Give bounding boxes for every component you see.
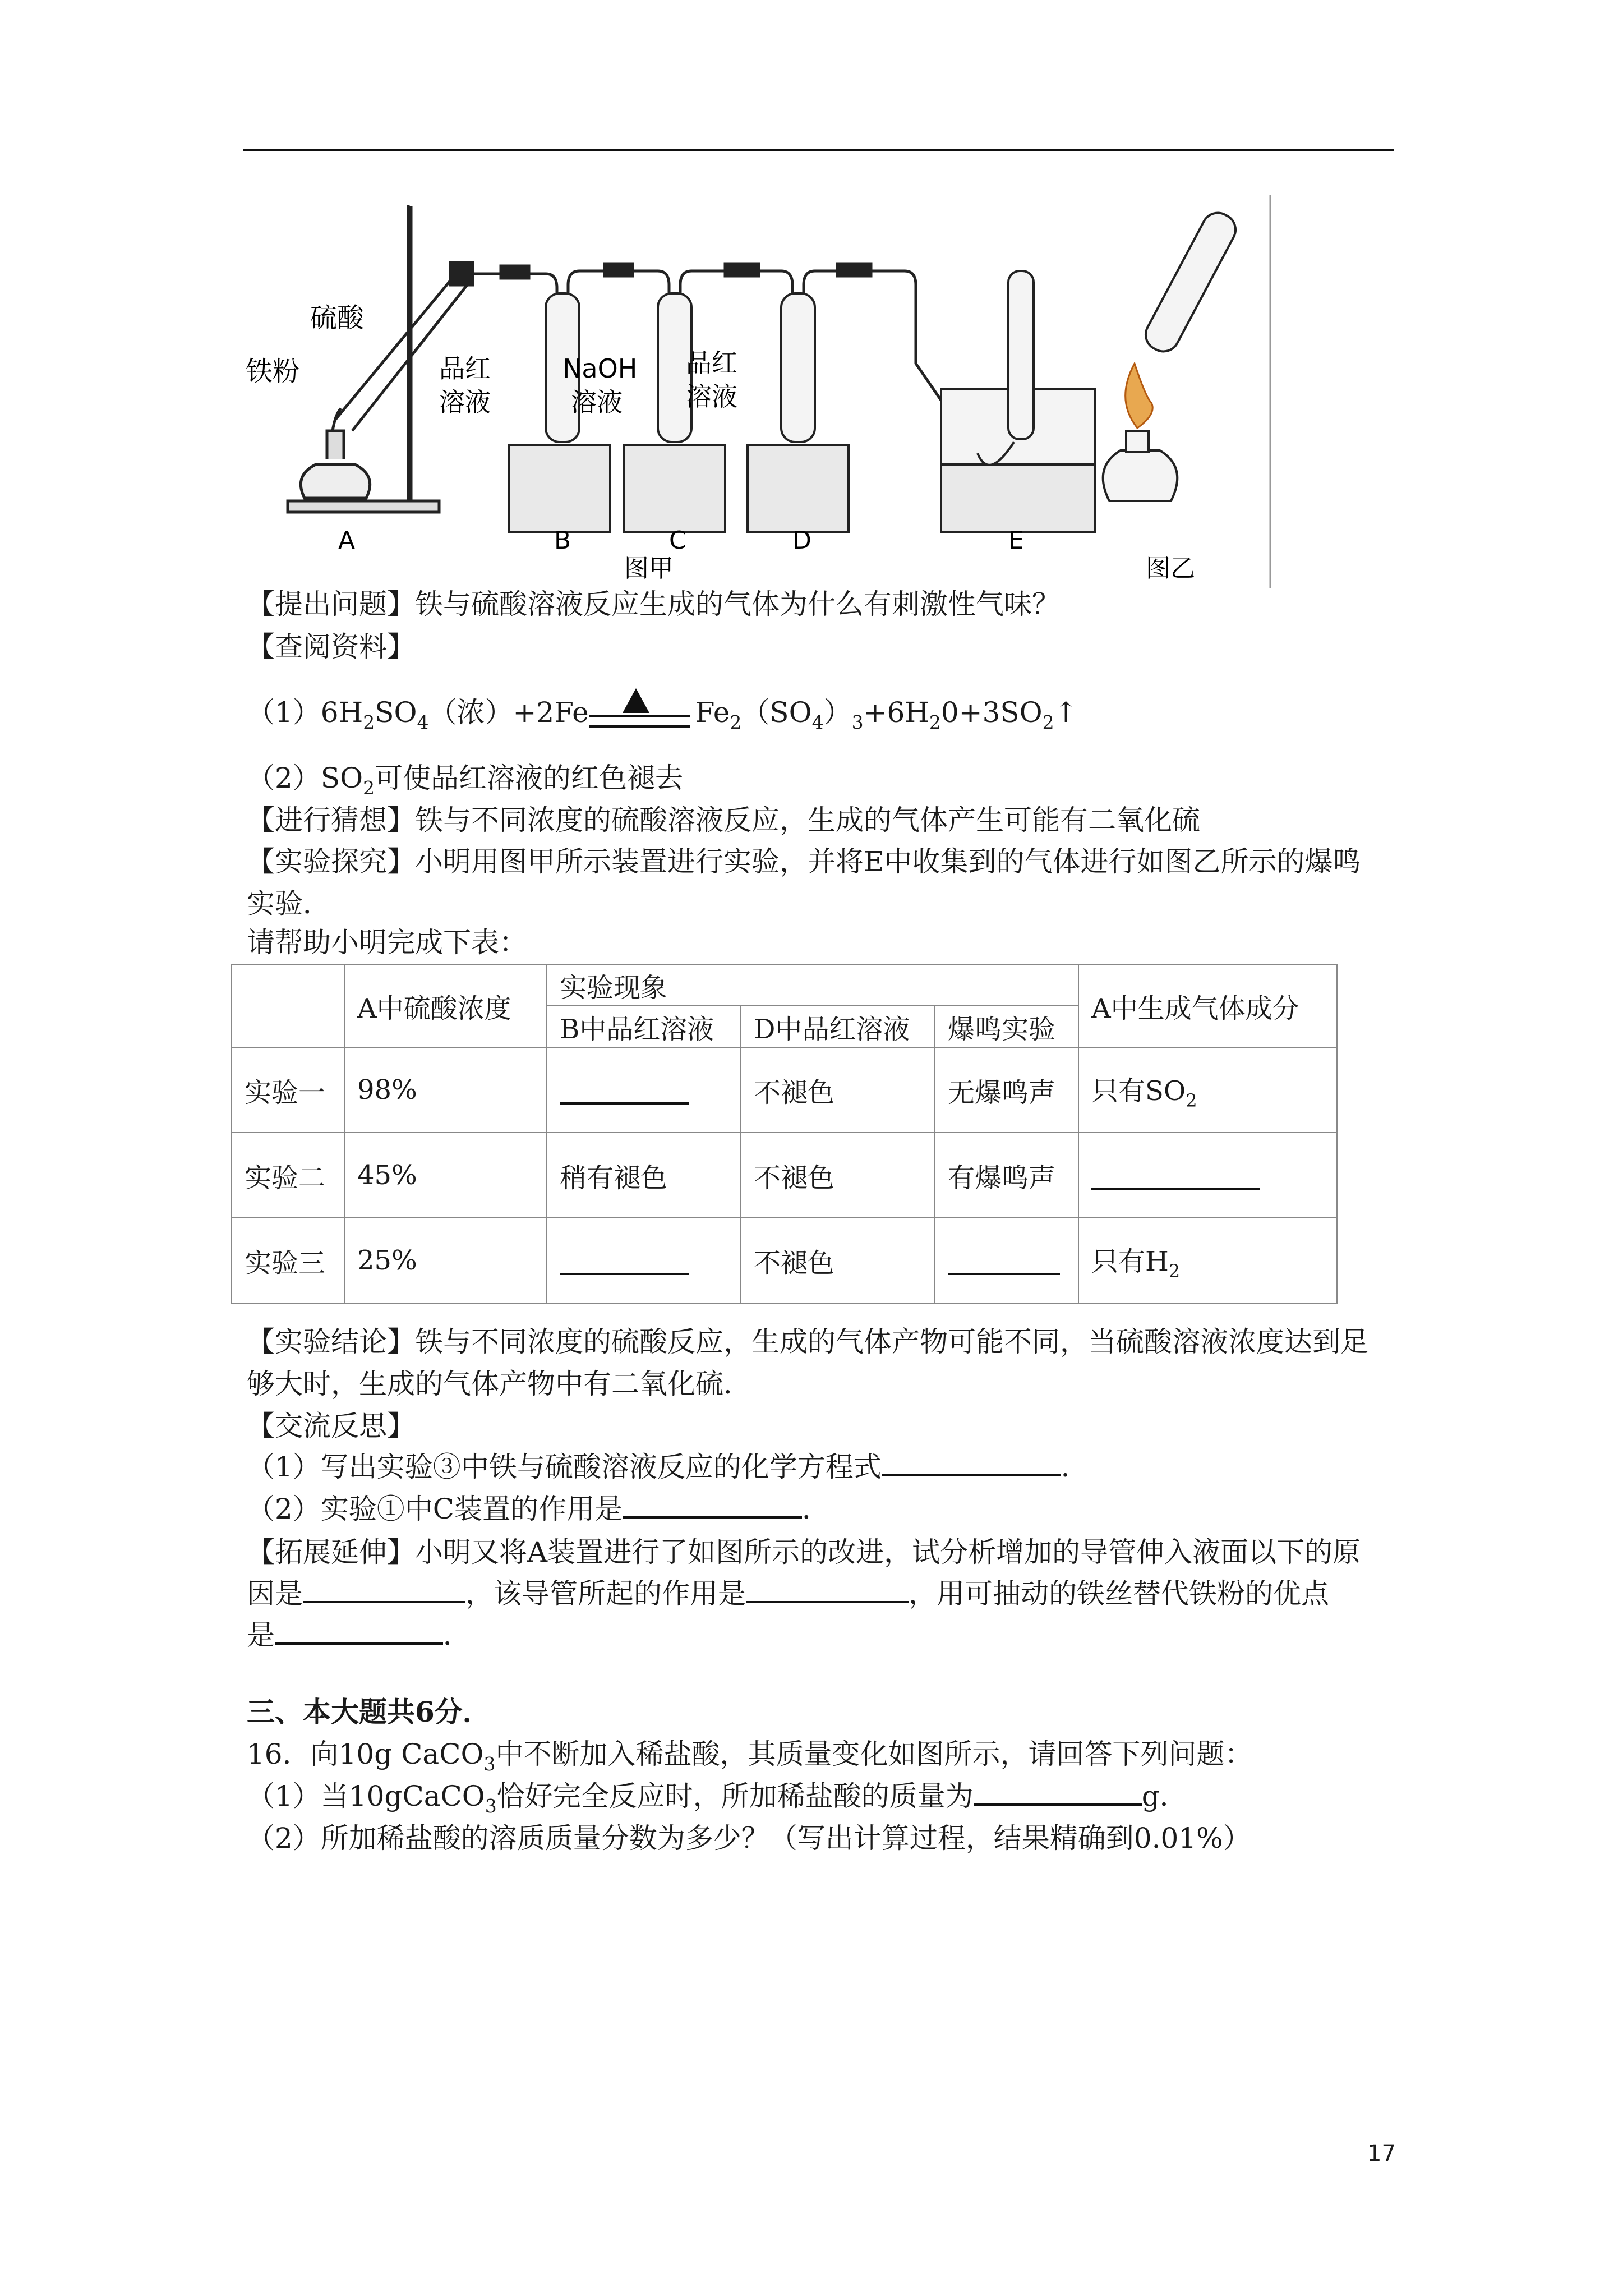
table-row — [232, 1133, 1337, 1218]
guess-line: 【进行猜想】铁与不同浓度的硫酸溶液反应，生成的气体产生可能有二氧化硫 — [247, 804, 1200, 836]
delta-icon — [623, 688, 649, 713]
table-corner — [232, 964, 344, 1047]
label-d-solution-1: 品红 — [686, 348, 737, 378]
label-b-solution-1: 品红 — [439, 353, 491, 384]
table-row — [232, 1047, 1337, 1133]
explore-line-1: 【实验探究】小明用图甲所示装置进行实验，并将E中收集到的气体进行如图乙所示的爆鸣 — [247, 845, 1361, 878]
row-d: 不褪色 — [741, 1047, 935, 1133]
label-sulfuric-acid: 硫酸 — [310, 302, 365, 334]
answer-blank-extend2[interactable] — [746, 1574, 909, 1603]
header-rule — [243, 149, 1394, 151]
answer-blank-pop3[interactable] — [935, 1218, 1078, 1303]
row-gas: 只有$H_2$ — [1078, 1218, 1337, 1303]
caption-yi: 图乙 — [1146, 554, 1195, 583]
label-d-solution-2: 溶液 — [686, 381, 737, 412]
header-conc: A中硫酸浓度 — [344, 964, 547, 1047]
info2-line: $(2)SO_2$可使品红溶液的红色褪去 — [247, 762, 684, 799]
reflect-q2: （2）实验①中C装置的作用是 ． — [247, 1489, 830, 1529]
label-a: A — [338, 526, 356, 555]
question-line: 【提出问题】铁与硫酸溶液反应生成的气体为什么有刺激性气味？ — [247, 588, 1060, 620]
row-pop: 有爆鸣声 — [935, 1133, 1078, 1218]
row-d: 不褪色 — [741, 1218, 935, 1303]
answer-blank-reflect1[interactable] — [882, 1447, 1061, 1476]
label-c: C — [669, 526, 686, 555]
q16-part1: （1）当10gCaCO$_3$恰好完全反应时，所加稀盐酸的质量为 g． — [247, 1777, 1188, 1826]
extend-line-1: 【拓展延伸】小明又将A装置进行了如图所示的改进，试分析增加的导管伸入液面以下的原 — [247, 1536, 1361, 1568]
header-gas: A中生成气体成分 — [1078, 964, 1337, 1047]
extend-line-3: 是 ． — [247, 1616, 471, 1655]
heat-condition — [589, 693, 695, 732]
row-gas: 只有$SO_2$ — [1078, 1047, 1337, 1133]
label-b-solution-2: 溶液 — [439, 387, 491, 417]
row-conc: 45% — [344, 1133, 547, 1218]
header-b: B中品红溶液 — [547, 1006, 741, 1047]
answer-blank-extend3[interactable] — [275, 1616, 443, 1645]
conclusion-line-2: 够大时，生成的气体产物中有二氧化硫． — [247, 1368, 751, 1400]
explore-line-2: 实验． — [247, 887, 331, 920]
q16-part2: （2）所加稀盐酸的溶质质量分数为多少？（写出计算过程，结果精确到0.01%） — [247, 1822, 1251, 1855]
row-d: 不褪色 — [741, 1133, 935, 1218]
equation-line: $(1)6H_2SO_4$（浓）+2Fe $Fe_2(SO_4)_3+6H_20+3SO_2↑$ — [247, 693, 1078, 742]
table-row — [232, 1218, 1337, 1303]
row-name: 实验三 — [232, 1218, 344, 1303]
row-conc: 25% — [344, 1218, 547, 1303]
row-name: 实验二 — [232, 1133, 344, 1218]
conclusion-line-1: 【实验结论】铁与不同浓度的硫酸反应，生成的气体产物可能不同，当硫酸溶液浓度达到足 — [247, 1326, 1368, 1358]
lookup-line: 【查阅资料】 — [247, 631, 415, 663]
header-d: D中品红溶液 — [741, 1006, 935, 1047]
label-d: D — [792, 526, 811, 555]
answer-blank-reflect2[interactable] — [623, 1489, 802, 1519]
answer-blank-b1[interactable] — [547, 1047, 741, 1133]
section-3-heading: 三、本大题共6分． — [247, 1695, 491, 1728]
header-phenomena: 实验现象 — [547, 964, 1078, 1006]
answer-blank-extend1[interactable] — [303, 1574, 465, 1603]
answer-blank-q16[interactable] — [974, 1777, 1142, 1806]
label-iron-powder: 铁粉 — [246, 356, 300, 387]
reflect-heading: 【交流反思】 — [247, 1410, 415, 1442]
row-conc: 98% — [344, 1047, 547, 1133]
label-b: B — [554, 526, 571, 555]
label-e: E — [1008, 526, 1024, 555]
help-line: 请帮助小明完成下表： — [247, 926, 527, 959]
row-b: 稍有褪色 — [547, 1133, 741, 1218]
header-pop: 爆鸣实验 — [935, 1006, 1078, 1047]
answer-blank-gas2[interactable] — [1078, 1133, 1337, 1218]
caption-jia: 图甲 — [624, 554, 674, 583]
answer-blank-b3[interactable] — [547, 1218, 741, 1303]
apparatus-figure — [243, 195, 1272, 588]
reflect-q1: （1）写出实验③中铁与硫酸溶液反应的化学方程式 ． — [247, 1447, 1089, 1487]
q16-stem: 16．向10g CaCO$_3$中不断加入稀盐酸，其质量变化如图所示，请回答下列问题： — [247, 1738, 1253, 1775]
extend-line-2: 因是 ，该导管所起的作用是 ，用可抽动的铁丝替代铁粉的优点 — [247, 1574, 1329, 1613]
experiment-table — [231, 964, 1338, 1304]
label-c-solution-1: NaOH — [562, 353, 638, 384]
label-c-solution-2: 溶液 — [571, 387, 623, 417]
page-number: 17 — [1367, 2141, 1396, 2166]
row-name: 实验一 — [232, 1047, 344, 1133]
row-pop: 无爆鸣声 — [935, 1047, 1078, 1133]
